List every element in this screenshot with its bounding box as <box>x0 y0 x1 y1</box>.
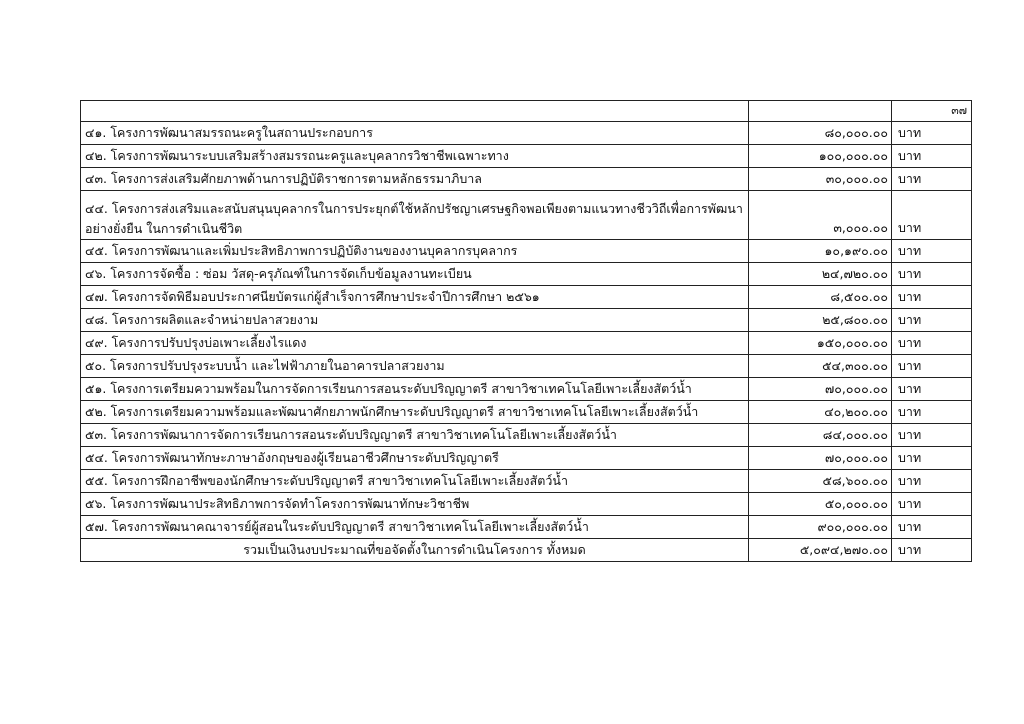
table-row <box>81 401 972 424</box>
table-row <box>81 470 972 493</box>
table-row <box>81 122 972 145</box>
currency-unit: บาท <box>892 355 972 378</box>
project-amount: ๗๐,๐๐๐.๐๐ <box>749 378 892 401</box>
table-row <box>81 168 972 191</box>
budget-table-body <box>81 101 972 562</box>
project-label: ๕๐. โครงการปรับปรุงระบบน้ำ และไฟฟ้าภายในอาคารปลาสวยงาม <box>81 355 749 378</box>
budget-table <box>80 100 972 562</box>
project-amount: ๘๔,๐๐๐.๐๐ <box>749 424 892 447</box>
currency-unit: บาท <box>892 424 972 447</box>
table-row <box>81 447 972 470</box>
project-amount: ๘๐,๐๐๐.๐๐ <box>749 122 892 145</box>
project-label: ๕๓. โครงการพัฒนาการจัดการเรียนการสอนระดับปริญญาตรี สาขาวิชาเทคโนโลยีเพาะเลี้ยงสัตว์น้ำ <box>81 424 749 447</box>
total-row <box>81 539 972 562</box>
project-label: ๔๑. โครงการพัฒนาสมรรถนะครูในสถานประกอบการ <box>81 122 749 145</box>
currency-unit: บาท <box>892 263 972 286</box>
project-label: ๔๙. โครงการปรับปรุงบ่อเพาะเลี้ยงไรแดง <box>81 332 749 355</box>
table-row <box>81 516 972 539</box>
currency-unit: บาท <box>892 286 972 309</box>
project-amount: ๑๐,๑๙๐.๐๐ <box>749 240 892 263</box>
project-amount: ๔๐,๒๐๐.๐๐ <box>749 401 892 424</box>
project-amount: ๘,๕๐๐.๐๐ <box>749 286 892 309</box>
table-row <box>81 493 972 516</box>
header-amount-cell <box>749 101 892 122</box>
currency-unit: บาท <box>892 447 972 470</box>
project-label: ๔๖. โครงการจัดซื้อ : ซ่อม วัสดุ-ครุภัณฑ์ในการจัดเก็บข้อมูลงานทะเบียน <box>81 263 749 286</box>
currency-unit: บาท <box>892 168 972 191</box>
budget-table-container <box>80 100 971 562</box>
table-row <box>81 378 972 401</box>
currency-unit: บาท <box>892 191 972 240</box>
header-empty-cell <box>81 101 749 122</box>
table-row <box>81 191 972 240</box>
project-amount: ๓๐,๐๐๐.๐๐ <box>749 168 892 191</box>
table-row <box>81 355 972 378</box>
project-amount: ๕๐,๐๐๐.๐๐ <box>749 493 892 516</box>
table-row <box>81 263 972 286</box>
table-row <box>81 145 972 168</box>
currency-unit: บาท <box>892 470 972 493</box>
table-row <box>81 286 972 309</box>
project-label: ๔๒. โครงการพัฒนาระบบเสริมสร้างสมรรถนะครูและบุคลากรวิชาชีพเฉพาะทาง <box>81 145 749 168</box>
project-label: ๔๔. โครงการส่งเสริมและสนับสนุนบุคลากรในการประยุกต์ใช้หลักปรัชญาเศรษฐกิจพอเพียงตามแนวทางชีววิถีเพื่อการพัฒนาอย่างยั่งยืน ในการดำเนินชีวิต <box>81 191 749 240</box>
project-amount: ๑๐๐,๐๐๐.๐๐ <box>749 145 892 168</box>
project-label: ๕๑. โครงการเตรียมความพร้อมในการจัดการเรียนการสอนระดับปริญญาตรี สาขาวิชาเทคโนโลยีเพาะเลี้ยงสัตว์น้ำ <box>81 378 749 401</box>
project-amount: ๗๐,๐๐๐.๐๐ <box>749 447 892 470</box>
project-amount: ๒๕,๘๐๐.๐๐ <box>749 309 892 332</box>
project-amount: ๙๐๐,๐๐๐.๐๐ <box>749 516 892 539</box>
project-label: ๕๔. โครงการพัฒนาทักษะภาษาอังกฤษของผู้เรียนอาชีวศึกษาระดับปริญญาตรี <box>81 447 749 470</box>
table-row <box>81 424 972 447</box>
table-row <box>81 309 972 332</box>
table-row <box>81 332 972 355</box>
project-label: ๔๘. โครงการผลิตและจำหน่ายปลาสวยงาม <box>81 309 749 332</box>
project-label: ๕๒. โครงการเตรียมความพร้อมและพัฒนาศักยภาพนักศึกษาระดับปริญญาตรี สาขาวิชาเทคโนโลยีเพาะเลี้ยงสัตว์น้ำ <box>81 401 749 424</box>
header-page-cell <box>892 101 972 122</box>
currency-unit: บาท <box>892 309 972 332</box>
project-amount: ๒๔,๗๒๐.๐๐ <box>749 263 892 286</box>
project-amount: ๓,๐๐๐.๐๐ <box>749 191 892 240</box>
project-amount: ๑๕๐,๐๐๐.๐๐ <box>749 332 892 355</box>
currency-unit: บาท <box>892 401 972 424</box>
currency-unit: บาท <box>892 240 972 263</box>
total-unit: บาท <box>892 539 972 562</box>
currency-unit: บาท <box>892 145 972 168</box>
currency-unit: บาท <box>892 378 972 401</box>
table-row <box>81 240 972 263</box>
project-label: ๕๕. โครงการฝึกอาชีพของนักศึกษาระดับปริญญาตรี สาขาวิชาเทคโนโลยีเพาะเลี้ยงสัตว์น้ำ <box>81 470 749 493</box>
currency-unit: บาท <box>892 122 972 145</box>
project-label: ๔๗. โครงการจัดพิธีมอบประกาศนียบัตรแก่ผู้สำเร็จการศึกษาประจำปีการศึกษา ๒๕๖๑ <box>81 286 749 309</box>
project-label: ๕๗. โครงการพัฒนาคณาจารย์ผู้สอนในระดับปริญญาตรี สาขาวิชาเทคโนโลยีเพาะเลี้ยงสัตว์น้ำ <box>81 516 749 539</box>
project-amount: ๕๔,๓๐๐.๐๐ <box>749 355 892 378</box>
currency-unit: บาท <box>892 516 972 539</box>
total-label: รวมเป็นเงินงบประมาณที่ขอจัดตั้งในการดำเนินโครงการ ทั้งหมด <box>81 539 749 562</box>
project-label: ๔๓. โครงการส่งเสริมศักยภาพด้านการปฏิบัติราชการตามหลักธรรมาภิบาล <box>81 168 749 191</box>
currency-unit: บาท <box>892 493 972 516</box>
currency-unit: บาท <box>892 332 972 355</box>
total-amount: ๕,๐๙๔,๒๗๐.๐๐ <box>749 539 892 562</box>
project-label: ๕๖. โครงการพัฒนาประสิทธิภาพการจัดทำโครงการพัฒนาทักษะวิชาชีพ <box>81 493 749 516</box>
page-number: ๓๗ <box>951 104 967 117</box>
project-amount: ๕๘,๖๐๐.๐๐ <box>749 470 892 493</box>
header-row <box>81 101 972 122</box>
project-label: ๔๕. โครงการพัฒนาและเพิ่มประสิทธิภาพการปฏิบัติงานของงานบุคลากรบุคลากร <box>81 240 749 263</box>
